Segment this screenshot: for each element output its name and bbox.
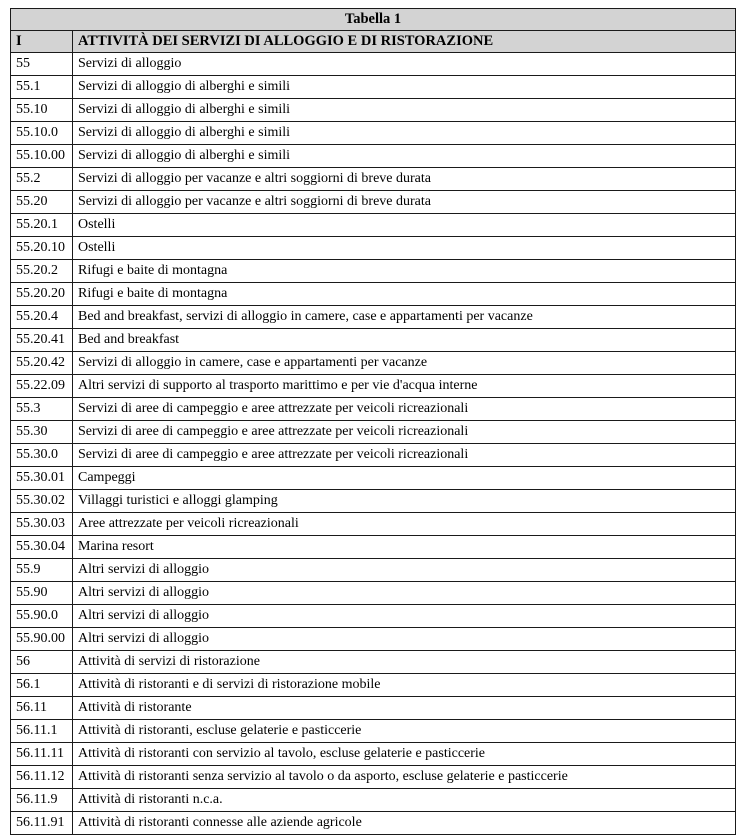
row-code: 55.90.00 xyxy=(11,628,73,651)
table-title-row xyxy=(11,9,736,31)
row-description: Attività di ristoranti, escluse gelaterie e pasticcerie xyxy=(73,720,736,743)
table-row xyxy=(11,628,736,651)
table-row xyxy=(11,122,736,145)
row-code: 55.2 xyxy=(11,168,73,191)
table-row xyxy=(11,720,736,743)
row-code: 55.20.42 xyxy=(11,352,73,375)
row-code: 55.10 xyxy=(11,99,73,122)
row-code: 56.11.1 xyxy=(11,720,73,743)
row-code: 55.30.02 xyxy=(11,490,73,513)
row-code: 55.20.4 xyxy=(11,306,73,329)
row-code: 56.1 xyxy=(11,674,73,697)
row-description: Bed and breakfast xyxy=(73,329,736,352)
row-description: Servizi di alloggio di alberghi e simili xyxy=(73,76,736,99)
row-code: 56 xyxy=(11,651,73,674)
row-code: 56.11.9 xyxy=(11,789,73,812)
table-row xyxy=(11,306,736,329)
table-row xyxy=(11,789,736,812)
row-code: 55.30.01 xyxy=(11,467,73,490)
table-row xyxy=(11,398,736,421)
table-row xyxy=(11,237,736,260)
row-description: Ostelli xyxy=(73,214,736,237)
row-description: Rifugi e baite di montagna xyxy=(73,283,736,306)
table-header-row xyxy=(11,31,736,53)
row-code: 56.11 xyxy=(11,697,73,720)
table-row xyxy=(11,260,736,283)
header-section-label: ATTIVITÀ DEI SERVIZI DI ALLOGGIO E DI RISTORAZIONE xyxy=(73,31,736,53)
table-row xyxy=(11,674,736,697)
row-description: Servizi di alloggio di alberghi e simili xyxy=(73,145,736,168)
table-row xyxy=(11,490,736,513)
row-code: 55.20.20 xyxy=(11,283,73,306)
row-description: Attività di ristoranti connesse alle aziende agricole xyxy=(73,812,736,835)
table-title: Tabella 1 xyxy=(11,9,736,31)
table-row xyxy=(11,283,736,306)
row-code: 55.20.2 xyxy=(11,260,73,283)
table-row xyxy=(11,329,736,352)
table-row xyxy=(11,766,736,789)
row-code: 55.22.09 xyxy=(11,375,73,398)
table-body xyxy=(11,53,736,835)
table-row xyxy=(11,191,736,214)
header-section-code: I xyxy=(11,31,73,53)
table-row xyxy=(11,582,736,605)
table-row xyxy=(11,168,736,191)
row-code: 55.30.04 xyxy=(11,536,73,559)
row-description: Attività di ristoranti con servizio al tavolo, escluse gelaterie e pasticcerie xyxy=(73,743,736,766)
row-description: Servizi di aree di campeggio e aree attrezzate per veicoli ricreazionali xyxy=(73,398,736,421)
row-description: Servizi di alloggio in camere, case e appartamenti per vacanze xyxy=(73,352,736,375)
row-description: Attività di servizi di ristorazione xyxy=(73,651,736,674)
row-description: Servizi di aree di campeggio e aree attrezzate per veicoli ricreazionali xyxy=(73,444,736,467)
table-row xyxy=(11,513,736,536)
row-code: 55.20 xyxy=(11,191,73,214)
table-row xyxy=(11,536,736,559)
row-description: Attività di ristoranti senza servizio al tavolo o da asporto, escluse gelaterie e pasticcerie xyxy=(73,766,736,789)
row-code: 55 xyxy=(11,53,73,76)
table-row xyxy=(11,375,736,398)
row-code: 55.90.0 xyxy=(11,605,73,628)
table-row xyxy=(11,214,736,237)
row-code: 55.1 xyxy=(11,76,73,99)
row-description: Servizi di alloggio per vacanze e altri soggiorni di breve durata xyxy=(73,168,736,191)
row-description: Servizi di aree di campeggio e aree attrezzate per veicoli ricreazionali xyxy=(73,421,736,444)
table-row xyxy=(11,651,736,674)
table-row xyxy=(11,99,736,122)
row-description: Altri servizi di alloggio xyxy=(73,559,736,582)
row-description: Altri servizi di alloggio xyxy=(73,605,736,628)
row-code: 55.10.00 xyxy=(11,145,73,168)
row-description: Rifugi e baite di montagna xyxy=(73,260,736,283)
row-description: Attività di ristoranti e di servizi di ristorazione mobile xyxy=(73,674,736,697)
row-description: Campeggi xyxy=(73,467,736,490)
row-description: Attività di ristoranti n.c.a. xyxy=(73,789,736,812)
table-row xyxy=(11,76,736,99)
table-row xyxy=(11,421,736,444)
row-code: 55.30.03 xyxy=(11,513,73,536)
row-description: Altri servizi di supporto al trasporto marittimo e per vie d'acqua interne xyxy=(73,375,736,398)
table-row xyxy=(11,812,736,835)
row-description: Attività di ristorante xyxy=(73,697,736,720)
row-code: 55.10.0 xyxy=(11,122,73,145)
row-description: Altri servizi di alloggio xyxy=(73,582,736,605)
row-code: 55.90 xyxy=(11,582,73,605)
table-row xyxy=(11,444,736,467)
table-row xyxy=(11,352,736,375)
row-description: Villaggi turistici e alloggi glamping xyxy=(73,490,736,513)
row-description: Bed and breakfast, servizi di alloggio in camere, case e appartamenti per vacanze xyxy=(73,306,736,329)
table-row xyxy=(11,53,736,76)
table-row xyxy=(11,467,736,490)
row-description: Marina resort xyxy=(73,536,736,559)
table-row xyxy=(11,145,736,168)
row-code: 55.9 xyxy=(11,559,73,582)
row-code: 55.3 xyxy=(11,398,73,421)
table-row xyxy=(11,697,736,720)
table-row xyxy=(11,743,736,766)
table-row xyxy=(11,559,736,582)
row-code: 55.30 xyxy=(11,421,73,444)
row-code: 55.20.41 xyxy=(11,329,73,352)
row-description: Servizi di alloggio xyxy=(73,53,736,76)
row-description: Servizi di alloggio di alberghi e simili xyxy=(73,122,736,145)
row-description: Servizi di alloggio di alberghi e simili xyxy=(73,99,736,122)
row-description: Aree attrezzate per veicoli ricreazionali xyxy=(73,513,736,536)
row-code: 55.20.10 xyxy=(11,237,73,260)
row-code: 55.30.0 xyxy=(11,444,73,467)
row-description: Altri servizi di alloggio xyxy=(73,628,736,651)
table-row xyxy=(11,605,736,628)
row-code: 56.11.91 xyxy=(11,812,73,835)
row-code: 56.11.11 xyxy=(11,743,73,766)
row-code: 55.20.1 xyxy=(11,214,73,237)
row-description: Ostelli xyxy=(73,237,736,260)
classification-table xyxy=(10,8,736,835)
row-description: Servizi di alloggio per vacanze e altri soggiorni di breve durata xyxy=(73,191,736,214)
row-code: 56.11.12 xyxy=(11,766,73,789)
